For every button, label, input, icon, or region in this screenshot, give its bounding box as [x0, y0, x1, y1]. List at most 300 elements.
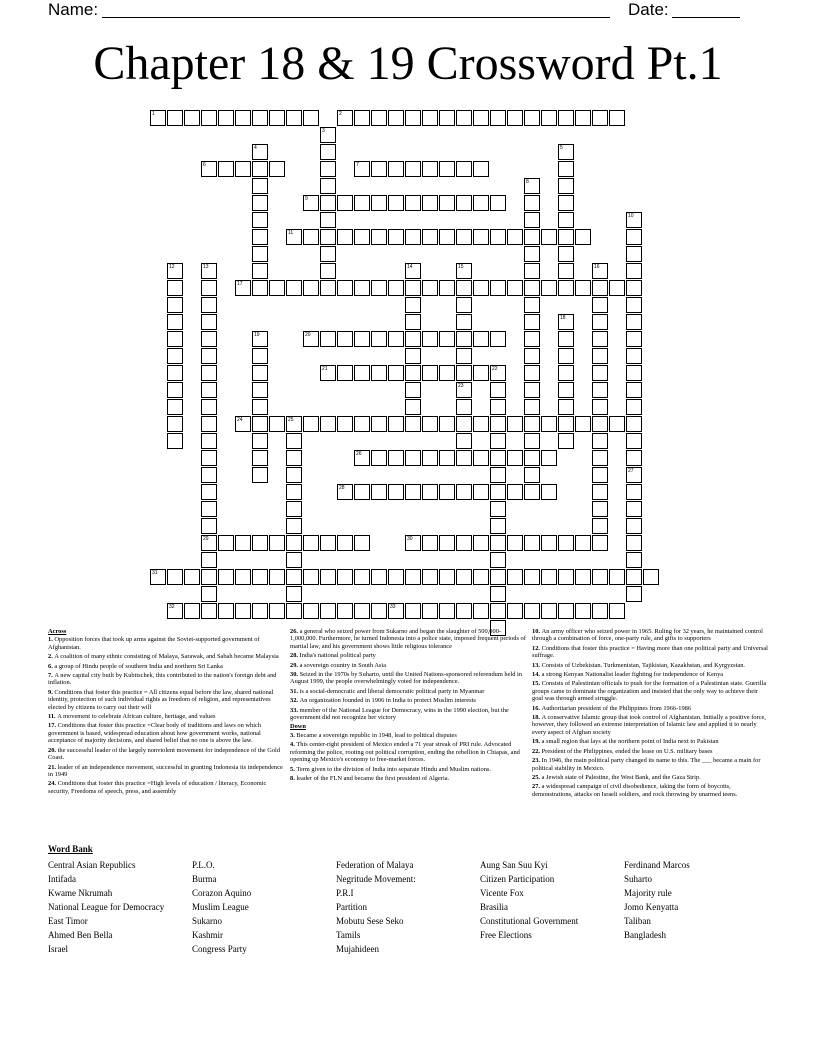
grid-cell[interactable]: [490, 433, 506, 449]
grid-cell[interactable]: [558, 603, 574, 619]
grid-cell[interactable]: [252, 535, 268, 551]
grid-cell[interactable]: [439, 535, 455, 551]
grid-cell[interactable]: [490, 603, 506, 619]
grid-cell[interactable]: [269, 603, 285, 619]
grid-cell[interactable]: [388, 280, 404, 296]
grid-cell[interactable]: [490, 110, 506, 126]
grid-cell[interactable]: [507, 110, 523, 126]
grid-cell[interactable]: [422, 161, 438, 177]
grid-cell[interactable]: [541, 569, 557, 585]
grid-cell[interactable]: [320, 212, 336, 228]
grid-cell[interactable]: [286, 416, 302, 432]
grid-cell[interactable]: [405, 382, 421, 398]
grid-cell[interactable]: [456, 603, 472, 619]
grid-cell[interactable]: [558, 416, 574, 432]
grid-cell[interactable]: [626, 229, 642, 245]
grid-cell[interactable]: [456, 110, 472, 126]
grid-cell[interactable]: [456, 314, 472, 330]
grid-cell[interactable]: [524, 484, 540, 500]
grid-cell[interactable]: [456, 161, 472, 177]
grid-cell[interactable]: [626, 450, 642, 466]
grid-cell[interactable]: [524, 229, 540, 245]
grid-cell[interactable]: [405, 535, 421, 551]
grid-cell[interactable]: [201, 416, 217, 432]
grid-cell[interactable]: [337, 331, 353, 347]
grid-cell[interactable]: [507, 450, 523, 466]
grid-cell[interactable]: [456, 450, 472, 466]
grid-cell[interactable]: [456, 365, 472, 381]
grid-cell[interactable]: [252, 365, 268, 381]
grid-cell[interactable]: [201, 382, 217, 398]
grid-cell[interactable]: [252, 399, 268, 415]
grid-cell[interactable]: [167, 314, 183, 330]
grid-cell[interactable]: [354, 450, 370, 466]
grid-cell[interactable]: [456, 484, 472, 500]
grid-cell[interactable]: [558, 365, 574, 381]
grid-cell[interactable]: [201, 518, 217, 534]
grid-cell[interactable]: [320, 365, 336, 381]
grid-cell[interactable]: [388, 331, 404, 347]
grid-cell[interactable]: [269, 110, 285, 126]
grid-cell[interactable]: [405, 229, 421, 245]
grid-cell[interactable]: [320, 416, 336, 432]
grid-cell[interactable]: [456, 416, 472, 432]
grid-cell[interactable]: [218, 110, 234, 126]
grid-cell[interactable]: [201, 280, 217, 296]
grid-cell[interactable]: [456, 382, 472, 398]
grid-cell[interactable]: [541, 484, 557, 500]
grid-cell[interactable]: [575, 535, 591, 551]
grid-cell[interactable]: [473, 161, 489, 177]
grid-cell[interactable]: [592, 365, 608, 381]
grid-cell[interactable]: [286, 280, 302, 296]
grid-cell[interactable]: [218, 161, 234, 177]
grid-cell[interactable]: [167, 110, 183, 126]
grid-cell[interactable]: [524, 569, 540, 585]
grid-cell[interactable]: [422, 603, 438, 619]
grid-cell[interactable]: [371, 331, 387, 347]
grid-cell[interactable]: [252, 331, 268, 347]
grid-cell[interactable]: [626, 535, 642, 551]
grid-cell[interactable]: [439, 229, 455, 245]
grid-cell[interactable]: [626, 416, 642, 432]
grid-cell[interactable]: [405, 263, 421, 279]
grid-cell[interactable]: [507, 484, 523, 500]
grid-cell[interactable]: [456, 297, 472, 313]
grid-cell[interactable]: [371, 161, 387, 177]
grid-cell[interactable]: [252, 246, 268, 262]
grid-cell[interactable]: [473, 535, 489, 551]
grid-cell[interactable]: [303, 416, 319, 432]
grid-cell[interactable]: [490, 229, 506, 245]
grid-cell[interactable]: [269, 569, 285, 585]
grid-cell[interactable]: [575, 569, 591, 585]
grid-cell[interactable]: [626, 331, 642, 347]
grid-cell[interactable]: [473, 569, 489, 585]
grid-cell[interactable]: [626, 212, 642, 228]
grid-cell[interactable]: [371, 450, 387, 466]
grid-cell[interactable]: [201, 263, 217, 279]
grid-cell[interactable]: [473, 603, 489, 619]
grid-cell[interactable]: [405, 195, 421, 211]
grid-cell[interactable]: [558, 433, 574, 449]
grid-cell[interactable]: [626, 484, 642, 500]
grid-cell[interactable]: [558, 229, 574, 245]
grid-cell[interactable]: [269, 161, 285, 177]
grid-cell[interactable]: [337, 229, 353, 245]
grid-cell[interactable]: [201, 161, 217, 177]
grid-cell[interactable]: [490, 195, 506, 211]
grid-cell[interactable]: [592, 569, 608, 585]
grid-cell[interactable]: [626, 382, 642, 398]
grid-cell[interactable]: [303, 280, 319, 296]
grid-cell[interactable]: [303, 603, 319, 619]
grid-cell[interactable]: [286, 229, 302, 245]
grid-cell[interactable]: [320, 535, 336, 551]
grid-cell[interactable]: [337, 603, 353, 619]
grid-cell[interactable]: [201, 484, 217, 500]
grid-cell[interactable]: [575, 229, 591, 245]
grid-cell[interactable]: [422, 229, 438, 245]
grid-cell[interactable]: [592, 331, 608, 347]
grid-cell[interactable]: [592, 450, 608, 466]
grid-cell[interactable]: [252, 212, 268, 228]
grid-cell[interactable]: [201, 603, 217, 619]
grid-cell[interactable]: [609, 569, 625, 585]
grid-cell[interactable]: [252, 569, 268, 585]
grid-cell[interactable]: [626, 586, 642, 602]
grid-cell[interactable]: [473, 195, 489, 211]
grid-cell[interactable]: [524, 110, 540, 126]
grid-cell[interactable]: [626, 348, 642, 364]
grid-cell[interactable]: [524, 416, 540, 432]
grid-cell[interactable]: [218, 535, 234, 551]
grid-cell[interactable]: [592, 280, 608, 296]
grid-cell[interactable]: [320, 127, 336, 143]
grid-cell[interactable]: [320, 331, 336, 347]
grid-cell[interactable]: [286, 586, 302, 602]
grid-cell[interactable]: [269, 416, 285, 432]
grid-cell[interactable]: [456, 399, 472, 415]
grid-cell[interactable]: [422, 569, 438, 585]
grid-cell[interactable]: [592, 433, 608, 449]
grid-cell[interactable]: [558, 569, 574, 585]
grid-cell[interactable]: [524, 263, 540, 279]
grid-cell[interactable]: [507, 603, 523, 619]
grid-cell[interactable]: [303, 195, 319, 211]
grid-cell[interactable]: [235, 110, 251, 126]
grid-cell[interactable]: [558, 178, 574, 194]
grid-cell[interactable]: [354, 416, 370, 432]
grid-cell[interactable]: [490, 382, 506, 398]
grid-cell[interactable]: [201, 348, 217, 364]
grid-cell[interactable]: [303, 331, 319, 347]
grid-cell[interactable]: [439, 484, 455, 500]
grid-cell[interactable]: [286, 450, 302, 466]
grid-cell[interactable]: [201, 365, 217, 381]
grid-cell[interactable]: [422, 535, 438, 551]
grid-cell[interactable]: [201, 297, 217, 313]
grid-cell[interactable]: [354, 195, 370, 211]
grid-cell[interactable]: [558, 212, 574, 228]
grid-cell[interactable]: [507, 569, 523, 585]
grid-cell[interactable]: [507, 416, 523, 432]
grid-cell[interactable]: [337, 484, 353, 500]
grid-cell[interactable]: [405, 280, 421, 296]
grid-cell[interactable]: [626, 246, 642, 262]
grid-cell[interactable]: [558, 110, 574, 126]
grid-cell[interactable]: [388, 569, 404, 585]
grid-cell[interactable]: [422, 195, 438, 211]
grid-cell[interactable]: [626, 501, 642, 517]
grid-cell[interactable]: [490, 450, 506, 466]
grid-cell[interactable]: [558, 314, 574, 330]
grid-cell[interactable]: [388, 450, 404, 466]
grid-cell[interactable]: [354, 484, 370, 500]
grid-cell[interactable]: [558, 144, 574, 160]
grid-cell[interactable]: [235, 603, 251, 619]
grid-cell[interactable]: [541, 450, 557, 466]
grid-cell[interactable]: [388, 416, 404, 432]
grid-cell[interactable]: [337, 280, 353, 296]
grid-cell[interactable]: [337, 416, 353, 432]
grid-cell[interactable]: [201, 467, 217, 483]
grid-cell[interactable]: [320, 603, 336, 619]
grid-cell[interactable]: [592, 535, 608, 551]
grid-cell[interactable]: [490, 569, 506, 585]
grid-cell[interactable]: [524, 467, 540, 483]
grid-cell[interactable]: [235, 535, 251, 551]
grid-cell[interactable]: [286, 603, 302, 619]
grid-cell[interactable]: [354, 365, 370, 381]
grid-cell[interactable]: [439, 280, 455, 296]
grid-cell[interactable]: [167, 399, 183, 415]
grid-cell[interactable]: [184, 603, 200, 619]
grid-cell[interactable]: [490, 552, 506, 568]
grid-cell[interactable]: [422, 365, 438, 381]
grid-cell[interactable]: [592, 110, 608, 126]
grid-cell[interactable]: [405, 365, 421, 381]
grid-cell[interactable]: [252, 110, 268, 126]
grid-cell[interactable]: [235, 416, 251, 432]
grid-cell[interactable]: [337, 110, 353, 126]
grid-cell[interactable]: [320, 263, 336, 279]
grid-cell[interactable]: [541, 416, 557, 432]
grid-cell[interactable]: [337, 195, 353, 211]
grid-cell[interactable]: [201, 450, 217, 466]
grid-cell[interactable]: [405, 331, 421, 347]
grid-cell[interactable]: [490, 586, 506, 602]
grid-cell[interactable]: [167, 280, 183, 296]
grid-cell[interactable]: [456, 280, 472, 296]
grid-cell[interactable]: [524, 195, 540, 211]
grid-cell[interactable]: [235, 569, 251, 585]
grid-cell[interactable]: [439, 110, 455, 126]
grid-cell[interactable]: [558, 161, 574, 177]
grid-cell[interactable]: [524, 246, 540, 262]
grid-cell[interactable]: [320, 178, 336, 194]
grid-cell[interactable]: [269, 535, 285, 551]
grid-cell[interactable]: [388, 229, 404, 245]
grid-cell[interactable]: [320, 569, 336, 585]
grid-cell[interactable]: [422, 416, 438, 432]
grid-cell[interactable]: [473, 331, 489, 347]
grid-cell[interactable]: [167, 348, 183, 364]
grid-cell[interactable]: [354, 110, 370, 126]
grid-cell[interactable]: [524, 348, 540, 364]
grid-cell[interactable]: [337, 535, 353, 551]
grid-cell[interactable]: [252, 263, 268, 279]
grid-cell[interactable]: [201, 110, 217, 126]
grid-cell[interactable]: [524, 212, 540, 228]
grid-cell[interactable]: [252, 433, 268, 449]
grid-cell[interactable]: [558, 263, 574, 279]
grid-cell[interactable]: [320, 229, 336, 245]
grid-cell[interactable]: [592, 382, 608, 398]
grid-cell[interactable]: [456, 569, 472, 585]
grid-cell[interactable]: [626, 399, 642, 415]
grid-cell[interactable]: [405, 569, 421, 585]
grid-cell[interactable]: [286, 569, 302, 585]
grid-cell[interactable]: [252, 195, 268, 211]
grid-cell[interactable]: [490, 518, 506, 534]
grid-cell[interactable]: [473, 365, 489, 381]
grid-cell[interactable]: [388, 161, 404, 177]
grid-cell[interactable]: [626, 467, 642, 483]
grid-cell[interactable]: [473, 450, 489, 466]
grid-cell[interactable]: [354, 331, 370, 347]
grid-cell[interactable]: [320, 246, 336, 262]
grid-cell[interactable]: [286, 552, 302, 568]
grid-cell[interactable]: [371, 195, 387, 211]
grid-cell[interactable]: [626, 552, 642, 568]
grid-cell[interactable]: [371, 569, 387, 585]
grid-cell[interactable]: [167, 331, 183, 347]
grid-cell[interactable]: [507, 535, 523, 551]
grid-cell[interactable]: [507, 229, 523, 245]
grid-cell[interactable]: [558, 246, 574, 262]
grid-cell[interactable]: [252, 161, 268, 177]
grid-cell[interactable]: [184, 110, 200, 126]
grid-cell[interactable]: [371, 416, 387, 432]
grid-cell[interactable]: [541, 229, 557, 245]
grid-cell[interactable]: [320, 280, 336, 296]
grid-cell[interactable]: [167, 416, 183, 432]
grid-cell[interactable]: [524, 382, 540, 398]
grid-cell[interactable]: [626, 518, 642, 534]
grid-cell[interactable]: [405, 399, 421, 415]
grid-cell[interactable]: [286, 467, 302, 483]
grid-cell[interactable]: [354, 569, 370, 585]
grid-cell[interactable]: [201, 535, 217, 551]
grid-cell[interactable]: [592, 467, 608, 483]
grid-cell[interactable]: [490, 535, 506, 551]
grid-cell[interactable]: [541, 603, 557, 619]
grid-cell[interactable]: [558, 195, 574, 211]
grid-cell[interactable]: [405, 603, 421, 619]
grid-cell[interactable]: [405, 110, 421, 126]
grid-cell[interactable]: [524, 450, 540, 466]
grid-cell[interactable]: [507, 280, 523, 296]
grid-cell[interactable]: [456, 195, 472, 211]
grid-cell[interactable]: [626, 365, 642, 381]
grid-cell[interactable]: [456, 433, 472, 449]
grid-cell[interactable]: [490, 416, 506, 432]
grid-cell[interactable]: [167, 365, 183, 381]
grid-cell[interactable]: [252, 144, 268, 160]
grid-cell[interactable]: [524, 535, 540, 551]
grid-cell[interactable]: [286, 518, 302, 534]
grid-cell[interactable]: [541, 110, 557, 126]
grid-cell[interactable]: [354, 280, 370, 296]
grid-cell[interactable]: [439, 450, 455, 466]
grid-cell[interactable]: [456, 263, 472, 279]
grid-cell[interactable]: [252, 229, 268, 245]
grid-cell[interactable]: [354, 161, 370, 177]
grid-cell[interactable]: [473, 280, 489, 296]
grid-cell[interactable]: [626, 280, 642, 296]
grid-cell[interactable]: [150, 569, 166, 585]
grid-cell[interactable]: [558, 399, 574, 415]
grid-cell[interactable]: [490, 365, 506, 381]
grid-cell[interactable]: [609, 110, 625, 126]
grid-cell[interactable]: [167, 297, 183, 313]
grid-cell[interactable]: [405, 161, 421, 177]
grid-cell[interactable]: [218, 569, 234, 585]
grid-cell[interactable]: [558, 535, 574, 551]
grid-cell[interactable]: [575, 110, 591, 126]
grid-cell[interactable]: [626, 569, 642, 585]
grid-cell[interactable]: [490, 399, 506, 415]
grid-cell[interactable]: [167, 569, 183, 585]
grid-cell[interactable]: [626, 263, 642, 279]
grid-cell[interactable]: [286, 110, 302, 126]
grid-cell[interactable]: [541, 280, 557, 296]
grid-cell[interactable]: [541, 535, 557, 551]
grid-cell[interactable]: [609, 280, 625, 296]
grid-cell[interactable]: [575, 416, 591, 432]
grid-cell[interactable]: [388, 110, 404, 126]
grid-cell[interactable]: [167, 603, 183, 619]
grid-cell[interactable]: [303, 229, 319, 245]
grid-cell[interactable]: [524, 433, 540, 449]
grid-cell[interactable]: [626, 297, 642, 313]
grid-cell[interactable]: [184, 569, 200, 585]
grid-cell[interactable]: [473, 229, 489, 245]
grid-cell[interactable]: [286, 535, 302, 551]
grid-cell[interactable]: [405, 484, 421, 500]
grid-cell[interactable]: [303, 535, 319, 551]
grid-cell[interactable]: [252, 603, 268, 619]
grid-cell[interactable]: [201, 331, 217, 347]
grid-cell[interactable]: [473, 484, 489, 500]
grid-cell[interactable]: [388, 484, 404, 500]
grid-cell[interactable]: [524, 365, 540, 381]
grid-cell[interactable]: [626, 314, 642, 330]
grid-cell[interactable]: [456, 331, 472, 347]
grid-cell[interactable]: [439, 416, 455, 432]
grid-cell[interactable]: [609, 416, 625, 432]
grid-cell[interactable]: [524, 603, 540, 619]
grid-cell[interactable]: [405, 348, 421, 364]
grid-cell[interactable]: [456, 535, 472, 551]
grid-cell[interactable]: [371, 229, 387, 245]
grid-cell[interactable]: [371, 110, 387, 126]
grid-cell[interactable]: [371, 484, 387, 500]
grid-cell[interactable]: [218, 603, 234, 619]
grid-cell[interactable]: [490, 331, 506, 347]
grid-cell[interactable]: [201, 569, 217, 585]
